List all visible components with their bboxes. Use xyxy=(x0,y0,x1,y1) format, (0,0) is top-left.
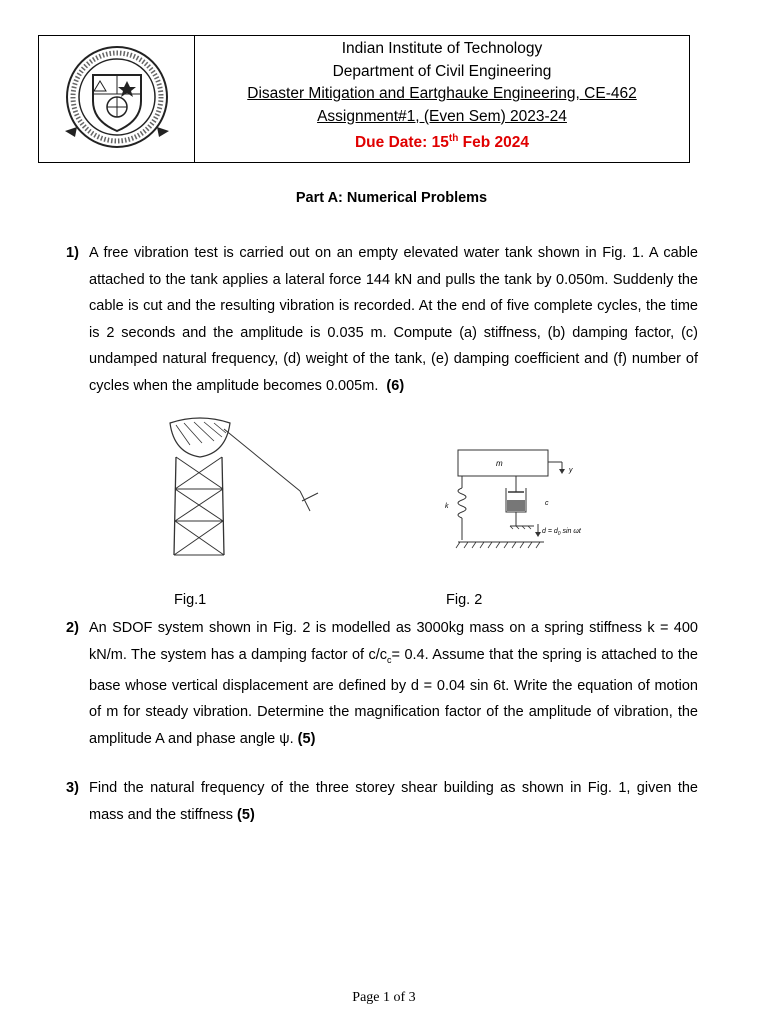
fig2-label: Fig. 2 xyxy=(446,592,483,608)
due-suffix: Feb 2024 xyxy=(458,134,529,152)
question-marks: (6) xyxy=(386,377,405,394)
department-name: Department of Civil Engineering xyxy=(332,62,552,80)
iit-emblem xyxy=(57,39,177,159)
fig2-sdof-drawing xyxy=(438,440,608,555)
question-marks: (5) xyxy=(237,806,255,823)
section-title: Part A: Numerical Problems xyxy=(295,190,488,206)
question-text: Find the natural frequency of the three storey shear building as shown in Fig. 1, given the mass and the stiffness xyxy=(89,780,698,823)
question-text-a: An SDOF system shown in Fig. 2 is modelled as 3000kg mass on a spring stiffness k = 400 kN/m. The system has a damping factor of c/c xyxy=(89,620,698,663)
header-titles xyxy=(195,36,689,162)
fig2-d-label xyxy=(542,528,582,537)
due-prefix: Due Date: 15 xyxy=(354,134,449,152)
header-box xyxy=(38,35,690,163)
course-name: Disaster Mitigation and Eartghauke Engineering, CE-462 xyxy=(247,85,637,102)
question-1 xyxy=(66,240,698,399)
fig2-mass-label: m xyxy=(496,459,503,468)
fig2-d-text: d = d xyxy=(542,528,558,535)
question-text: A free vibration test is carried out on an empty elevated water tank shown in Fig. 1. A cable attached to the tank applies a lateral force 144 kN and pulls the tank by 0.050m. Suddenly the cable is cut and the resulting vibration is recorded. At the end of five complete cycles, the time is 2 seconds and the amplitude is 0.035 m. Compute (a) stiffness, (b) damping factor, (c) undamped natural frequency, (d) weight of the tank, (e) damping coefficient and (f) number of cycles when the amplitude becomes 0.005m. xyxy=(89,245,698,394)
question-number: 1) xyxy=(66,245,79,261)
assignment-title: Assignment#1, (Even Sem) 2023-24 xyxy=(317,107,567,125)
institute-logo xyxy=(39,36,195,162)
question-2 xyxy=(66,615,698,752)
fig2-k-label: k xyxy=(445,503,449,510)
question-text-b: = 0.4. Assume that the spring is attached to the base whose vertical displacement are defined by d = 0.04 sin 6t. Write the equation of motion of m for steady vibration. Determine the magnification factor of the amplitude of vibration, the amplitude A and phase angle ψ. xyxy=(89,646,698,747)
question-3 xyxy=(66,775,698,828)
fig2-d-rest: sin ωt xyxy=(560,528,581,535)
institute-name: Indian Institute of Technology xyxy=(341,40,543,57)
fig1-label: Fig.1 xyxy=(174,592,207,608)
question-number: 2) xyxy=(66,620,79,636)
due-date xyxy=(195,128,689,155)
page-number: Page 1 of 3 xyxy=(352,990,416,1005)
fig2-d-sub: 0 xyxy=(557,531,561,537)
due-sup: th xyxy=(448,133,459,144)
fig2-c-label: c xyxy=(545,500,549,507)
fig2-y-label: y xyxy=(569,467,573,474)
fig1-water-tank-drawing xyxy=(160,415,330,560)
question-number: 3) xyxy=(66,780,79,796)
question-marks: (5) xyxy=(297,730,316,747)
question-text-sub: c xyxy=(387,654,392,665)
